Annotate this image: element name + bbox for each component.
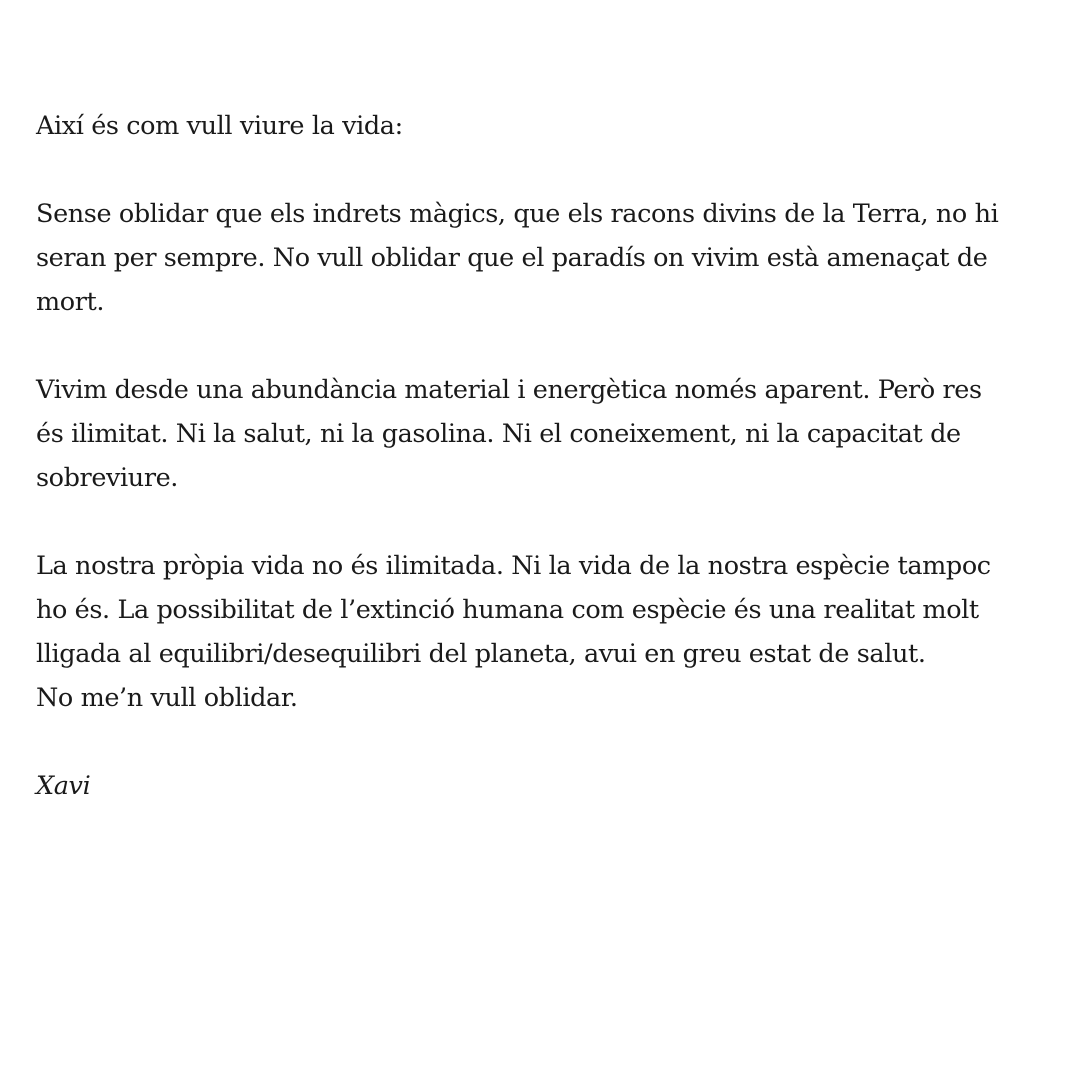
- intro-line: Així és com vull viure la vida:: [36, 111, 403, 141]
- paragraph-line: Sense oblidar que els indrets màgics, que els racons divins de la Terra, no hi: [36, 199, 999, 229]
- paragraph-gap: [36, 148, 1036, 192]
- paragraph-line: seran per sempre. No vull oblidar que el paradís on vivim està amenaçat de: [36, 243, 988, 273]
- paragraph-line: ho és. La possibilitat de l’extinció humana com espècie és una realitat molt: [36, 595, 979, 625]
- paragraph-gap: [36, 720, 1036, 764]
- paragraph-line: sobreviure.: [36, 463, 179, 493]
- paragraph-line: No me’n vull oblidar.: [36, 683, 298, 713]
- paragraph-line: mort.: [36, 287, 105, 317]
- paragraph-2: [36, 368, 1036, 500]
- paragraph-line: és ilimitat. Ni la salut, ni la gasolina. Ni el coneixement, ni la capacitat de: [36, 419, 961, 449]
- paragraph-3: [36, 544, 1036, 720]
- paragraph-1: [36, 192, 1036, 324]
- paragraph-line: La nostra pròpia vida no és ilimitada. Ni la vida de la nostra espècie tampoc: [36, 551, 991, 581]
- paragraph-line: Vivim desde una abundància material i energètica només aparent. Però res: [36, 375, 982, 405]
- document-body: [36, 104, 1036, 808]
- paragraph-line: lligada al equilibri/desequilibri del planeta, avui en greu estat de salut.: [36, 639, 926, 669]
- paragraph-gap: [36, 324, 1036, 368]
- paragraph-gap: [36, 500, 1036, 544]
- signature: Xavi: [36, 771, 91, 801]
